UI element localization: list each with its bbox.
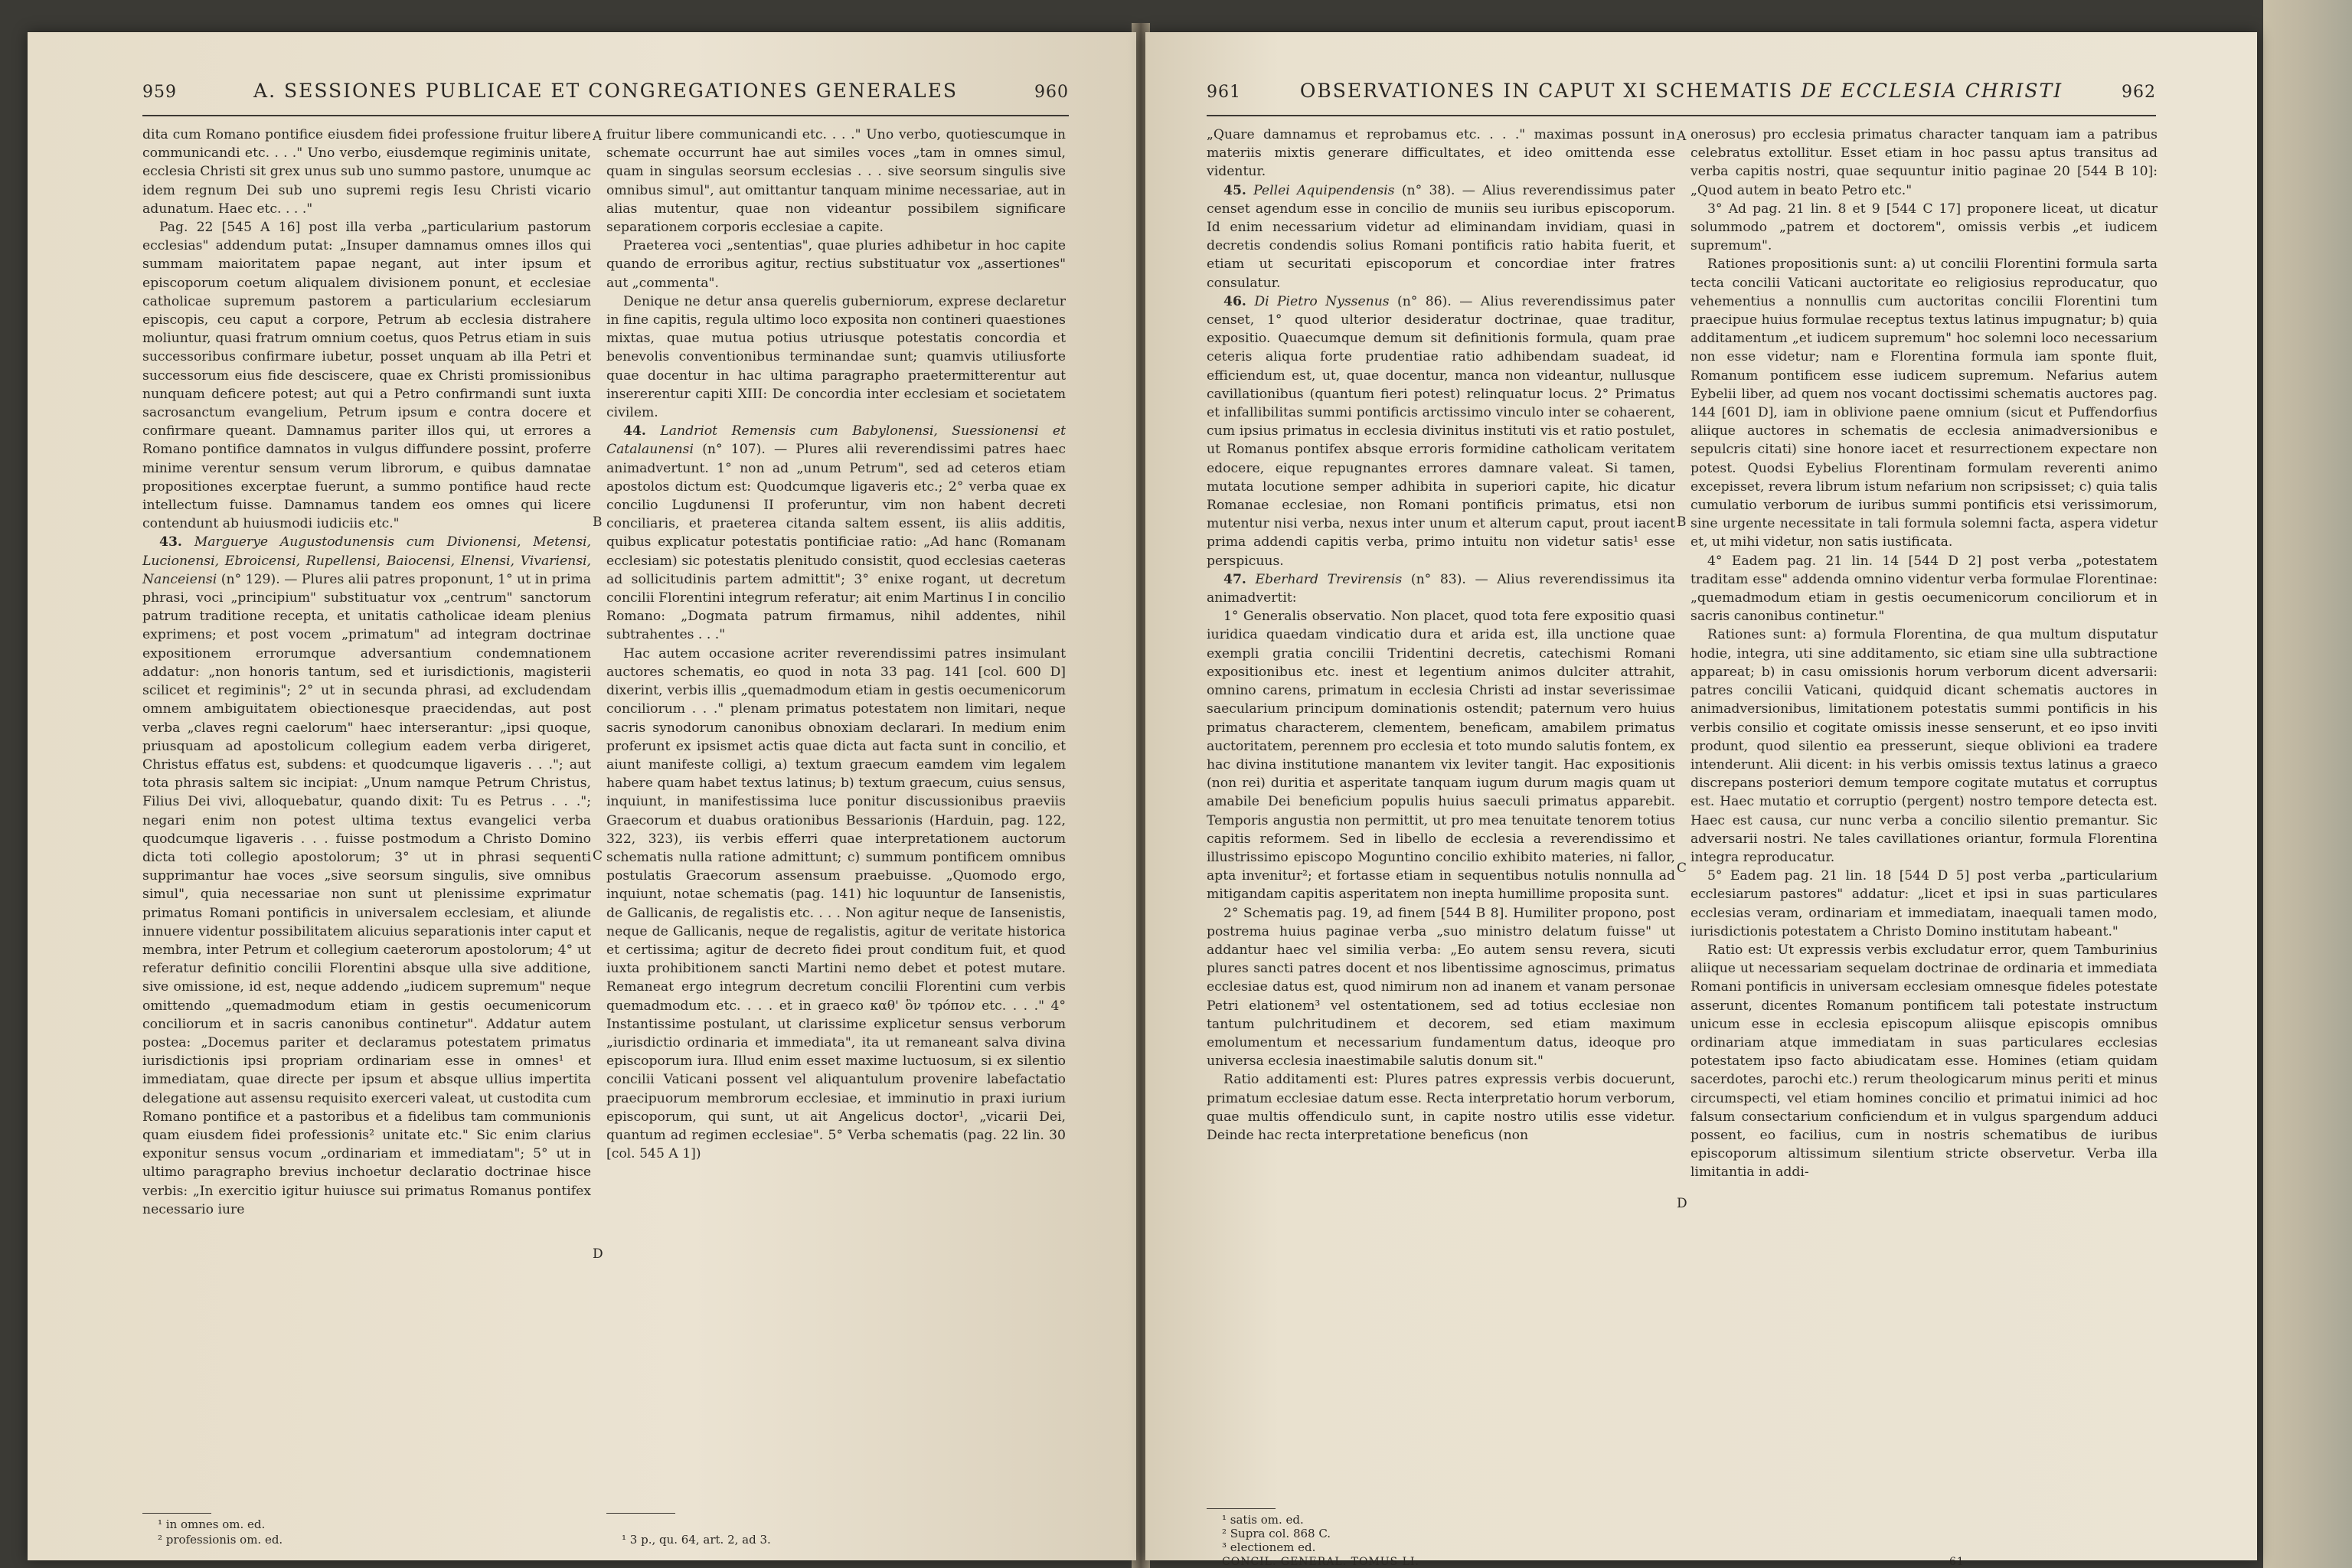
footnote-rule xyxy=(606,1513,675,1514)
paragraph: Denique ne detur ansa querelis guberniorum, exprese declaretur in fine capitis, regula ultimo loco exposita non contineri quaestiones mixtas, quae mutua potius utriusque potestatis concordia et benevolis conventionibus terminandae sunt; quamvis utiliusforte quae docentur in hac ultima paragrapho praetermitterentur aut insererentur capiti XIII: De concordia inter ecclesiam et societatem civilem. xyxy=(606,293,1066,421)
section-text: (n° 83). — Alius reverendissimus ita animadvertit: xyxy=(1207,571,1675,606)
paragraph: Rationes propositionis sunt: a) ut concilii Florentini formula sarta tecta concilii Vaticani auctoritate eo religiosius reproducatur, quo vehementius a nonnullis cum auctoritas concilii Florentini tum praecipue huius formulae receptus textus latinus impugnatur; b) quia additamentum „et iudicem supremum" hoc solemni loco necessarium non esse videtur; nam e Florentina formula iam sponte fluit, Romanum pontificem esse iudicem supremum. Nefarius autem Eybelii liber, ad quem nos vocant doctissimi schematis auctores pag. 144 [601 D], iam in oblivione paene omnium (sicut et Puffendorfius aliique auctores in schematis de ecclesia animadversionibus e sepulcris citati) sine honore iacet et resurrectionem expectare non potest. Quodsi Eybelius Florentinam formulam reverenti animo excepisset, revera librum istum nefarium non scripsisset; c) quia talis cumulatio verborum de iuribus summi pontificis etsi verissimorum, sine urgente necessitate in tali formula solemni facta, aspera videtur et, ut mihi videtur, non satis iustificata. xyxy=(1690,256,2158,550)
running-title-plain: OBSERVATIONES IN CAPUT XI SCHEMATIS xyxy=(1299,80,1802,102)
right-running-head xyxy=(1207,80,2156,110)
paragraph: Ratio additamenti est: Plures patres expressis verbis docuerunt, primatum ecclesiae datum esse. Recta interpretatio horum verborum, quae multis offendiculo sunt, in capite nostro utilis esse videtur. Deinde hac recta interpretatione beneficus (non xyxy=(1207,1072,1675,1143)
left-running-head xyxy=(142,80,1069,110)
paragraph: 2° Schematis pag. 19, ad finem [544 B 8]. Humiliter propono, post postrema huius paginae verba „suo ministro delatum fuisse" ut addantur haec vel similia verba: „Eo autem sensu revera, sicuti plures sancti patres docent et nos libentissime agnoscimus, primatus ecclesiae datus est, quod nimirum non ad inanem et vanam personae Petri elationem³ vel ostentationem, sed ad totius ecclesiae non tantum pulchritudinem et decorem, sed etiam maximum emolumentum et necessarium fundamentum datus, ideoque pro universa ecclesia inaestimabile salutis donum sit." xyxy=(1207,905,1675,1070)
section-author: Landriot Remensis cum Babylonensi, Suessionensi et Catalaunensi xyxy=(606,423,1066,458)
paragraph: Hac autem occasione acriter reverendissimi patres insimulant auctores schematis, eo quod in nota 33 pag. 141 [col. 600 D] dixerint, verbis illis „quemadmodum etiam in gestis oecumenicorum conciliorum . . ." plenam primatus potestatem non limitari, neque sacris synodorum canonibus obnoxiam declarari. In medium enim proferunt ex ipsismet actis quae dicta aut facta sunt in concilio, et aiunt manifeste colligi, a) textum graecum eamdem vim legalem habere quam habet textus latinus; b) textum graecum, cuius sensus, inquiunt, in manifestissima luce ponitur discussionibus praeviis Graecorum et duabus orationibus Bessarionis (Harduin, pag. 122, 322, 323), iis verbis efferri quae interpretationem auctorum schematis nulla ratione admittunt; c) summum pontificem omnibus postulatis Graecorum assensum praebuisse. „Quomodo ergo, inquiunt, notae schematis (pag. 141) hic loquuntur de Iansenistis, de Gallicanis, de regalistis etc. . . . Non agitur neque de Iansenistis, neque de Gallicanis, neque de regalistis, agitur de veritate historica et certissima; agitur de decreto fidei prout conditum fuit, et quod iuxta prohibitionem sancti Martini nemo debet et potest mutare. Remaneat ergo integrum decretum concilii Florentini cum verbis quemadmodum etc. . . . et in graeco καθ' ὃν τρόπον etc. . . ." 4° Instantissime postulant, ut clarissime explicetur sensus verborum „iurisdictio ordinaria et immediata", ita ut remaneant salva divina episcoporum iura. Illud enim esset maxime luctuosum, si ex silentio concilii Vaticani possent vel aliquantulum provenire labefactatio praecipuorum membrorum ecclesiae, et imminutio in praxi iurium episcoporum, qui sunt, ut ait Angelicus doctor¹, „vicarii Dei, quantum ad regimen ecclesiae". 5° Verba schematis (pag. 22 lin. 30 [col. 545 A 1]) xyxy=(606,645,1066,1162)
paragraph: Rationes sunt: a) formula Florentina, de qua multum disputatur hodie, integra, uti sine additamento, sic etiam sine ulla subtractione appareat; b) in casu omissionis horum verborum dicent adversarii: patres concilii Vaticani, quidquid dicant schematis auctores in animadversionibus, limitationem potestatis summi pontificis in his verbis consilio et cogitate omissis inesse senserunt, et eo ipso inviti produnt, quod silentio ea presserunt, sieque oblivioni ea tradere intenderunt. Alii dicent: in his verbis omissis textus latinus a graeco discrepans posteriori demum tempore cogitate mutatus et corruptus est. Haec mutatio et corruptio (pergent) nostro tempore detecta est. Haec est causa, cur nunc verba a concilio silentio premantur. Sic adversarii nostri. Ne tales cavillationes oriantur, formula Florentina integra reproducatur. xyxy=(1690,627,2158,865)
footnote-3: ¹ 3 p., qu. 64, art. 2, ad 3. xyxy=(622,1533,771,1547)
signature-number: 61 xyxy=(1949,1556,1965,1568)
paragraph: dita cum Romano pontifice eiusdem fidei professione fruitur libere communicandi etc. . . ." Uno verbo, eiusdemque regiminis unitate, ecclesia Christi sit grex unus sub uno summo pastore, unumque ac idem regnum Dei sub uno supremi regis Iesu Christi vicario adunatum. Haec etc. . . ." xyxy=(142,127,591,217)
footnote-rule xyxy=(1207,1508,1276,1509)
section-author: Pellei Aquipendensis xyxy=(1253,182,1395,198)
left-column-2 xyxy=(606,126,1066,1163)
paragraph: onerosus) pro ecclesia primatus character tanquam iam a patribus celebratus extollitur. Esset etiam in hoc passu aptus transitus ad verba capitis nostri, quae sequuntur initio paginae 20 [544 B 10]: „Quod autem in beato Petro etc." xyxy=(1690,127,2158,198)
page-edge-stack xyxy=(2263,0,2352,1568)
footnote-3: ³ electionem ed. xyxy=(1222,1540,1316,1554)
section-46 xyxy=(1207,292,1675,570)
left-running-title: A. SESSIONES PUBLICAE ET CONGREGATIONES GENERALES xyxy=(253,80,958,102)
margin-letter-a: A xyxy=(1677,129,1687,144)
footnote-1: ¹ in omnes om. ed. xyxy=(158,1517,266,1531)
margin-letter-c: C xyxy=(1677,861,1687,876)
paragraph: Ratio est: Ut expressis verbis excludatur error, quem Tamburinius aliique ut necessariam sequelam doctrinae de ordinaria et immediata Romani pontificis in universam ecclesiam omnesque fideles potestate asserunt, dicentes Romanum pontificem tali potestate instructum unicum esse in ecclesia episcopum aliisque episcopis omnibus ordinariam atque immediatam in suas particulares ecclesias potestatem ipso facto abiudicatam esse. Homines (etiam quidam sacerdotes, parochi etc.) rerum theologicarum minus periti et minus circumspecti, vel etiam homines concilio et primatui inimici ad hoc falsum consectarium conficiendum et in vulgus spargendum adduci possent, eo facilius, cum in nostris schematibus de iuribus episcoporum altissimum silentium stricte observetur. Verba illa limitantia in addi- xyxy=(1690,942,2158,1181)
right-column-1 xyxy=(1207,126,1675,1145)
section-number: 45. xyxy=(1223,182,1246,198)
section-number: 46. xyxy=(1223,293,1246,309)
footnote-2: ² professionis om. ed. xyxy=(158,1533,283,1547)
footnote-rule xyxy=(142,1513,211,1514)
section-text: (n° 38). — Alius reverendissimus pater censet agendum esse in concilio de muniis seu iuribus episcoporum. Id enim necessarium videtur ad eliminandam invidiam, quasi in decretis condendis solius Romani pontificis ratio habita fuerit, et etiam ut securitati episcoporum et concordiae inter fratres consulatur. xyxy=(1207,182,1675,291)
paragraph: 3° Ad pag. 21 lin. 8 et 9 [544 C 17] proponere liceat, ut dicatur solummodo „patrem et doctorem", omissis verbis „et iudicem supremum". xyxy=(1690,201,2158,254)
left-head-rule xyxy=(142,115,1069,116)
section-number: 47. xyxy=(1223,571,1246,587)
left-page xyxy=(28,32,1136,1560)
page-number-959: 959 xyxy=(142,83,177,102)
right-page xyxy=(1145,32,2257,1568)
margin-letter-d: D xyxy=(593,1246,603,1262)
margin-letter-b: B xyxy=(1677,514,1687,530)
page-number-961: 961 xyxy=(1207,83,1241,102)
section-47 xyxy=(1207,570,1675,607)
margin-letter-d: D xyxy=(1677,1196,1687,1211)
page-number-962: 962 xyxy=(2121,83,2156,102)
paragraph: Pag. 22 [545 A 16] post illa verba „particularium pastorum ecclesias" addendum putat: „Insuper damnamus omnes illos qui summam maioritatem papae negant, aut inter ipsum et episcoporum coetum aliqualem divisionem ponunt, et ecclesiae catholicae supremum pastorem a particularium ecclesiarum episcopis, ceu caput a corpore, Petrum ab ecclesia distrahere moliuntur, quasi fratrum omnium coetus, quos Petrus etiam in suis successoribus confirmare iubetur, posset unquam ab illa Petri et successorum eius fide desciscere, quae ex Christi promissionibus nunquam deficere potest; aut qui a Petro confirmandi sunt iuxta sacrosanctum evangelium, Petrum ipsum e contra docere et confirmare queant. Damnamus pariter illos qui, ut errores a Romano pontifice damnatos in vulgus diffundere possint, proferre minime verentur sensum verum librorum, e quibus damnatae propositiones excerptae fuerunt, a summo pontifice haud recte intellectum fuisse. Damnamus tandem eos omnes qui licere contendunt ab huiusmodi iudiciis etc." xyxy=(142,220,591,532)
section-45 xyxy=(1207,181,1675,292)
footnote-2: ² Supra col. 868 C. xyxy=(1222,1527,1331,1540)
footnote-1: ¹ satis om. ed. xyxy=(1222,1513,1304,1527)
section-author: Di Pietro Nyssenus xyxy=(1254,293,1390,309)
paragraph: 1° Generalis observatio. Non placet, quod tota fere expositio quasi iuridica quaedam vindicatio dura et arida est, illa unctione quae exempli gratia concilii Tridentini decretis, catechismi Romani expositionibus etc. inest et legentium animos dulciter attrahit, omnino carens, primatum in ecclesia Christi ad instar severissimae saecularium principum dominationis ostendit; paternum vero huius primatus characterem, clementem, beneficam, amabilem primatus auctoritatem, perennem pro ecclesia et toto mundo salutis fontem, ex hac divina institutione manantem vix leviter tangit. Hac expositionis (non rei) duritia et asperitate tanquam iugum durum magis quam ut amabile Dei beneficium populis huius saeculi primatus apparebit. Temporis angustia non permittit, ut pro mea tenuitate tenorem totius capitis reformem. Sed in libello de ecclesia a reverendissimo et illustrissimo episcopo Moguntino concilio exhibito materies, ni fallor, apta invenitur²; et fortasse etiam in sequentibus notulis nonnulla ad mitigandam capitis asperitatem non inepta humillime proposita sunt. xyxy=(1207,609,1675,903)
right-running-title xyxy=(1300,80,2063,102)
section-43 xyxy=(142,533,591,1219)
right-head-rule xyxy=(1207,115,2156,116)
section-text: (n° 107). — Plures alii reverendissimi patres haec animadvertunt. 1° non ad „unum Petrum", sed ad ceteros etiam apostolos dictum est: Quodcumque ligaveris etc.; 2° verba quae ex concilio Lugdunensi II proferuntur, vim non habent decreti conciliaris, et praeterea citanda saltem essent, iis aliis additis, quibus explicatur potestatis pontificiae ratio: „Ad hanc (Romanam ecclesiam) sic potestatis plenitudo consistit, quod ecclesias caeteras ad sollicitudinis partem admittit"; 3° enixe rogant, ut decretum concilii Florentini integrum referatur; ait enim Martinus I in concilio Romano: „Dogmata patrum firmamus, nihil addentes, nihil subtrahentes . . ." xyxy=(606,442,1066,643)
running-title-italic: DE ECCLESIA CHRISTI xyxy=(1801,80,2063,102)
margin-letter-a: A xyxy=(593,129,603,144)
paragraph: „Quare damnamus et reprobamus etc. . . ." maximas possunt in materiis mixtis generare difficultates, et ideo omittenda esse videntur. xyxy=(1207,127,1675,180)
paragraph: Praeterea voci „sententias", quae pluries adhibetur in hoc capite quando de erroribus agitur, rectius substituatur vox „assertiones" aut „commenta". xyxy=(606,238,1066,291)
paragraph: fruitur libere communicandi etc. . . ." Uno verbo, quotiescumque in schemate occurrunt hae aut similes voces „tam in omnes simul, quam in singulas seorsum ecclesias . . . sive seorsum singulis sive omnibus simul", aut omittantur tanquam minime necessariae, aut in alias mutentur, quae non videantur possibilem significare separationem corporis ecclesiae a capite. xyxy=(606,127,1066,236)
section-44 xyxy=(606,422,1066,644)
margin-letter-c: C xyxy=(593,848,603,864)
section-text: (n° 86). — Alius reverendissimus pater censet, 1° quod ulterior desideratur doctrinae, quae traditur, expositio. Quaecumque demum sit definitionis formula, quam prae ceteris aliqua forte prudentiae ratio adhibendam suadeat, id efficiendum est, ut, quae docentur, manca non videantur, nullusque cavillationibus (quantum fieri potest) relinquatur locus. 2° Primatus et infallibilitas summi pontificis arctissimo vinculo inter se cohaerent, cum ipsius primatus in ecclesia divinitus instituti vis et ratio postulet, ut Romanus pontifex absque erroris formidine catholicam veritatem edocere, eique repugnantes errores damnare valeat. Si tamen, mutata locutione semper adhibita in superiori capite, hic dicatur Romanae ecclesiae, non Romani pontificis primatus, etsi non mutentur nisi verba, nexus inter unum et alterum caput, prout iacent prima addendi capitis verba, primo intuitu non videtur satis¹ esse perspicuus. xyxy=(1207,293,1675,569)
section-text: (n° 129). — Plures alii patres proponunt, 1° ut in prima phrasi, voci „principium" substituatur vox „centrum" sanctorum patrum traditione recepta, et unitatis catholicae ideam plenius exprimens; et post vocem „primatum" ad integram doctrinae expositionem errorumque adversantium condemnationem addatur: „non honoris tantum, sed et iurisdictionis, magisterii scilicet et regiminis"; 2° ut in secunda phrasi, ad excludendam omnem ambiguitatem obiectionesque praecidendas, aut post verba „claves regni caelorum" haec interserantur: „ipsi quoque, priusquam ad apostolicum collegium eadem verba dirigeret, Christus effatus est, subdens: et quodcumque ligaveris . . ."; aut tota phrasis saltem sic incipiat: „Unum namque Petrum Christus, Filius Dei vivi, alloquebatur, quando dixit: Tu es Petrus . . ."; negari enim non potest ultima textus evangelici verba quodcumque ligaveris . . . fuisse postmodum a Christo Domino dicta toti collegio apostolorum; 3° ut in phrasi sequenti supprimantur hae voces „sive seorsum singulis, sive omnibus simul", quia necessariae non sunt ut plenissime exprimatur primatus Romani pontificis in universalem ecclesiam, et aliunde innuere videntur possibilitatem alicuius separationis inter caput et membra, inter Petrum et collegium caeterorum apostolorum; 4° ut referatur definitio concilii Florentini absque ulla sive additione, sive omissione, id est, neque addendo „iudicem supremum" neque omittendo „quemadmodum etiam in gestis oecumenicorum conciliorum et in sacris canonibus continetur". Addatur autem postea: „Docemus pariter et declaramus potestatem primatus iurisdictionis ipsi propriam ordinariam esse in omnes¹ et immediatam, quae directe per ipsum et absque ullius impertita delegatione aut assensu requisito exerceri valeat, ut custodita cum Romano pontifice et a pastoribus et a fidelibus tam communionis quam eiusdem fidei professionis² unitate etc." Sic enim clarius exponitur sensus vocum „ordinariam et immediatam"; 5° ut in ultimo paragrapho brevius inchoetur declaratio doctrinae hisce verbis: „In exercitio igitur huiusce sui primatus Romanus pontifex necessario iure xyxy=(142,571,591,1217)
section-author: Marguerye Augustodunensis cum Divionensi, Metensi, Lucionensi, Ebroicensi, Rupellensi, Baiocensi, Elnensi, Vivariensi, Nanceiensi xyxy=(142,534,591,587)
left-column-1 xyxy=(142,126,591,1219)
section-number: 44. xyxy=(623,423,646,439)
margin-letter-b: B xyxy=(593,514,603,530)
section-number: 43. xyxy=(159,534,182,550)
paragraph: 4° Eadem pag. 21 lin. 14 [544 D 2] post verba „potestatem traditam esse" addenda omnino videntur verba formulae Florentinae: „quemadmodum etiam in gestis oecumenicorum conciliorum et in sacris canonibus continetur." xyxy=(1690,553,2158,625)
section-author: Eberhard Trevirensis xyxy=(1255,571,1403,587)
signature-mark: CONCIL. GENERAL. TOMUS LI. xyxy=(1222,1556,1419,1568)
page-number-960: 960 xyxy=(1034,83,1069,102)
paragraph: 5° Eadem pag. 21 lin. 18 [544 D 5] post verba „particularium ecclesiarum pastores" addatur: „licet et ipsi in suas particulares ecclesias veram, ordinariam et immediatam, inaequali tamen modo, iurisdictionis potestatem a Christo Domino institutam habeant." xyxy=(1690,868,2158,939)
right-column-2 xyxy=(1690,126,2158,1182)
